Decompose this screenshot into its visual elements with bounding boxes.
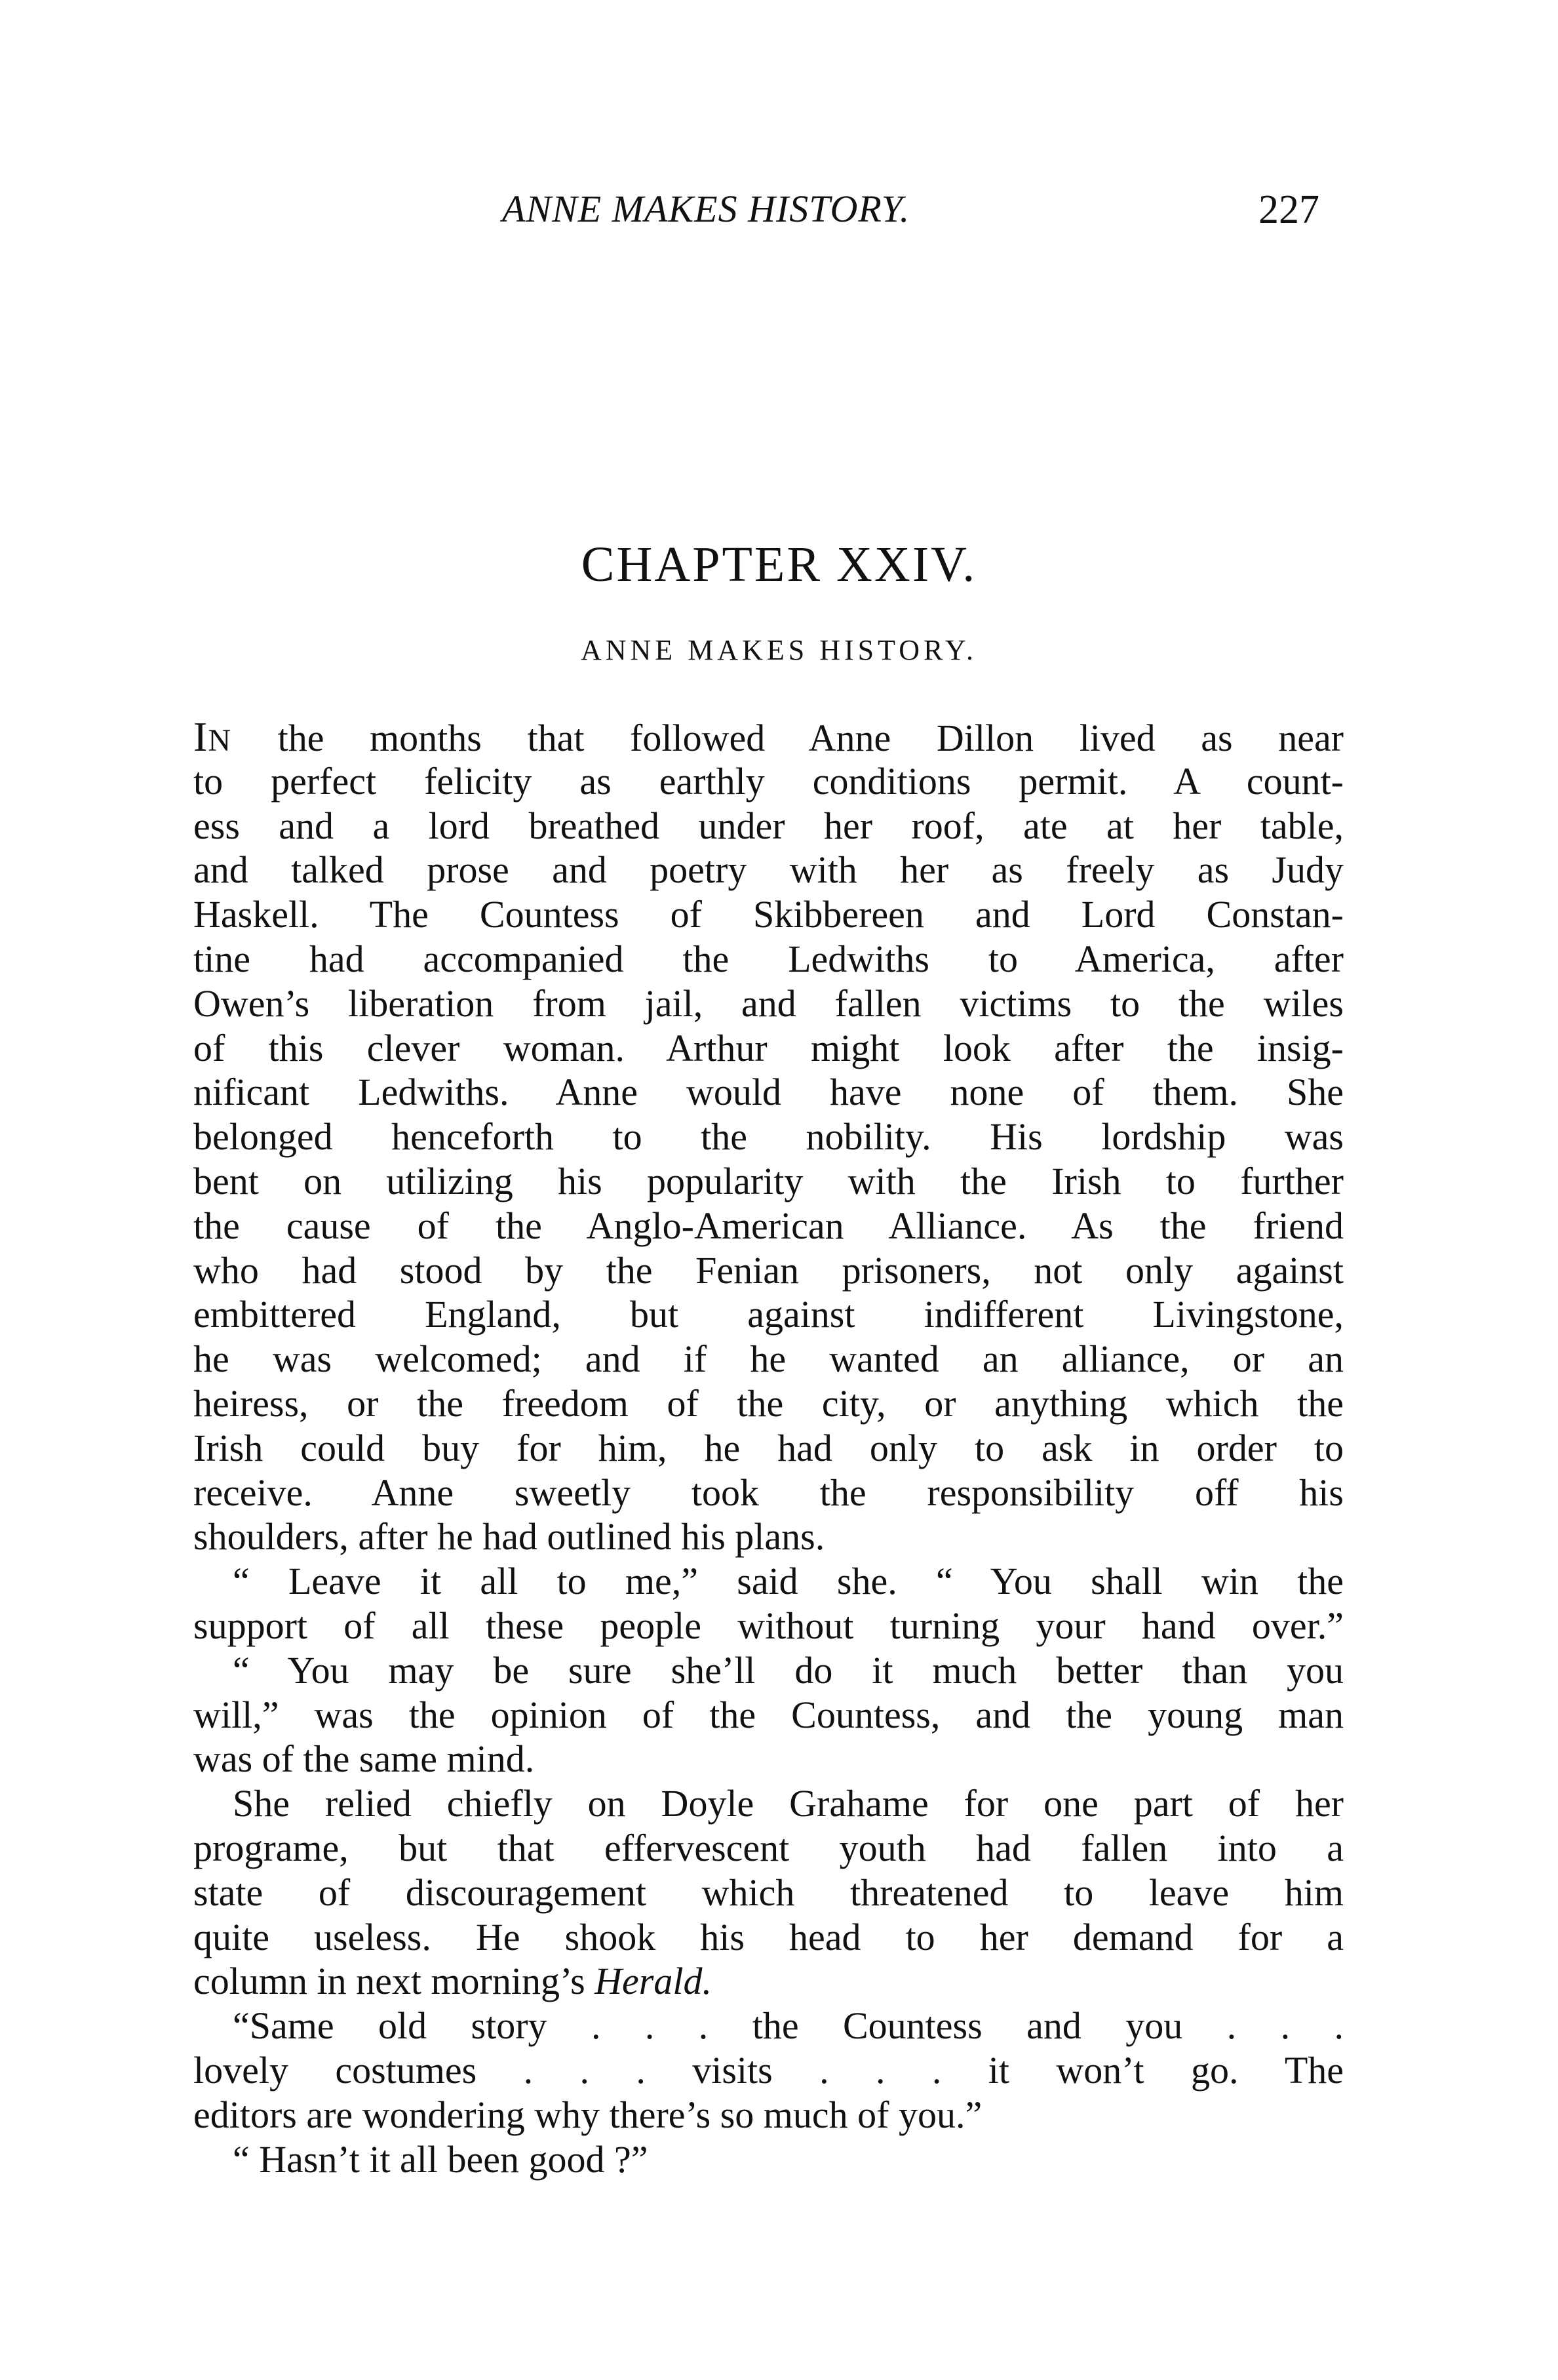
text-line: She relied chiefly on Doyle Grahame for one part of her [233, 1782, 1344, 1825]
text-line [193, 1959, 1344, 2004]
text-line: tine had accompanied the Ledwiths to America, after [193, 937, 1344, 980]
text-line: who had stood by the Fenian prisoners, not only against [193, 1248, 1344, 1292]
text-line: shoulders, after he had outlined his plans. [193, 1515, 825, 1558]
italic-word: Herald. [594, 1960, 712, 2003]
text-line: heiress, or the freedom of the city, or anything which the [193, 1381, 1344, 1425]
chapter-body [193, 715, 1344, 2181]
text-line: state of discouragement which threatened to leave him [193, 1871, 1344, 1914]
text-line: receive. Anne sweetly took the responsibility off his [193, 1471, 1344, 1514]
text-line: Irish could buy for him, he had only to ask in order to [193, 1426, 1344, 1469]
text-line: nificant Ledwiths. Anne would have none of them. She [193, 1071, 1344, 1114]
text-line: ess and a lord breathed under her roof, ate at her table, [193, 804, 1344, 847]
text-line: lovely costumes . . . visits . . . it won’t go. The [193, 2048, 1344, 2092]
line-text: the months that followed Anne Dillon lived as near [231, 717, 1344, 759]
text-line: “ Hasn’t it all been good ?” [233, 2137, 648, 2181]
text-line: “Same old story . . . the Countess and you . . . [233, 2004, 1344, 2048]
page-number: 227 [1258, 188, 1319, 232]
running-header [0, 187, 1558, 239]
text-line: bent on utilizing his popularity with the Irish to further [193, 1159, 1344, 1202]
text-line: was of the same mind. [193, 1737, 535, 1781]
text-line: editors are wondering why there’s so much of you.” [193, 2093, 983, 2136]
text-line: Haskell. The Countess of Skibbereen and Lord Constan- [193, 893, 1344, 936]
text-line: of this clever woman. Arthur might look after the insig- [193, 1026, 1344, 1069]
text-line: quite useless. He shook his head to her demand for a [193, 1915, 1344, 1958]
small-caps-word: N [208, 723, 232, 758]
text-line [193, 715, 1344, 759]
text-line: programe, but that effervescent youth had fallen into a [193, 1826, 1344, 1869]
text-line: the cause of the Anglo-American Alliance. As the friend [193, 1204, 1344, 1247]
chapter-title: CHAPTER XXIV. [581, 537, 977, 592]
text-line: support of all these people without turning your hand over.” [193, 1604, 1344, 1647]
drop-capital: I [193, 713, 208, 760]
text-line: “ Leave it all to me,” said she. “ You shall win the [233, 1560, 1344, 1603]
text-line: belonged henceforth to the nobility. His lordship was [193, 1115, 1344, 1159]
text-line: and talked prose and poetry with her as freely as Judy [193, 848, 1344, 892]
chapter-subtitle: ANNE MAKES HISTORY. [580, 634, 977, 666]
text-line: embittered England, but against indifferent Livingstone, [193, 1293, 1344, 1336]
line-text: column in next morning’s [193, 1960, 595, 2003]
text-line: will,” was the opinion of the Countess, and the young man [193, 1693, 1344, 1736]
text-line: he was welcomed; and if he wanted an alliance, or an [193, 1338, 1344, 1381]
text-line: Owen’s liberation from jail, and fallen victims to the wiles [193, 982, 1344, 1025]
running-title: ANNE MAKES HISTORY. [502, 188, 910, 230]
text-line: “ You may be sure she’ll do it much better than you [233, 1648, 1344, 1692]
text-line: to perfect felicity as earthly conditions permit. A count- [193, 759, 1344, 803]
